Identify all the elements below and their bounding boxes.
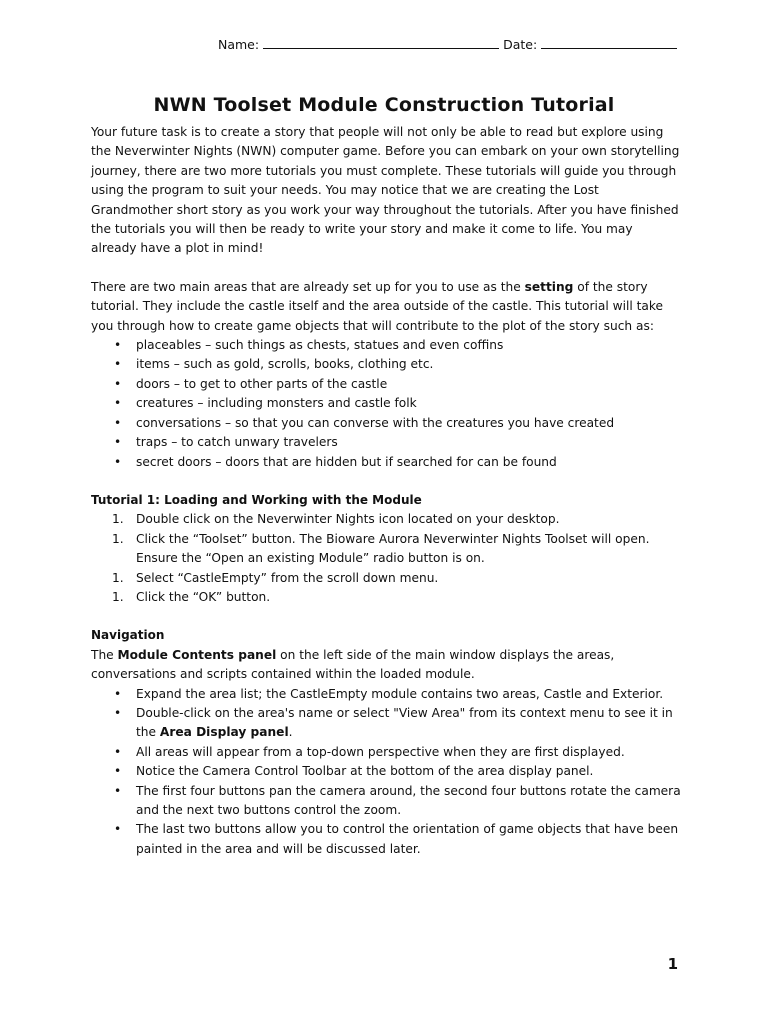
list-item: • Expand the area list; the CastleEmpty module contains two areas, Castle and Exterior. (114, 686, 664, 701)
document-body (91, 123, 681, 859)
navigation-intro: The Module Contents panel on the left side of the main window displays the areas, conversations and scripts contained within the loaded module. (91, 647, 615, 682)
step-item: 1. Click the “Toolset” button. The Bioware Aurora Neverwinter Nights Toolset will open. Ensure the “Open an existing Module” radio button is on. (112, 531, 650, 566)
list-item: • All areas will appear from a top-down perspective when they are first displayed. (114, 744, 625, 759)
list-item: • placeables – such things as chests, statues and even coffins (114, 338, 504, 353)
date-blank (541, 36, 677, 49)
list-item: • conversations – so that you can converse with the creatures you have created (114, 415, 615, 430)
module-contents-panel-term: Module Contents panel (117, 647, 277, 662)
tutorial1-heading: Tutorial 1: Loading and Working with the Module (91, 492, 422, 507)
setting-paragraph (91, 278, 681, 336)
setting-bold-word: setting (524, 279, 574, 294)
list-item: • Notice the Camera Control Toolbar at the bottom of the area display panel. (114, 764, 594, 779)
game-objects-list (91, 336, 681, 472)
name-blank (263, 36, 499, 49)
list-item: • creatures – including monsters and castle folk (114, 396, 417, 411)
name-label: Name: (218, 37, 260, 52)
list-item: • Double-click on the area's name or select "View Area" from its context menu to see it in the Area Display panel. (114, 705, 673, 740)
list-item: • The first four buttons pan the camera around, the second four buttons rotate the camera and the next two buttons control the zoom. (114, 783, 681, 817)
area-display-panel-term: Area Display panel (159, 725, 289, 740)
document-title: NWN Toolset Module Construction Tutorial (153, 94, 615, 116)
tutorial1-steps (91, 510, 681, 607)
step-item: 1. Double click on the Neverwinter Nights icon located on your desktop. (112, 512, 560, 527)
navigation-list (91, 685, 681, 860)
list-item: • traps – to catch unwary travelers (114, 435, 338, 450)
date-label: Date: (503, 37, 538, 52)
list-item: • doors – to get to other parts of the castle (114, 376, 388, 391)
intro-paragraph: Your future task is to create a story that people will not only be able to read but explore using the Neverwinter Nights (NWN) computer game. Before you can embark on your own storytelling journey, there are two more tutorials you must complete. These tutorials will guide you through using the program to suit your needs. You may notice that we are creating the Lost Grandmother short story as you work your way throughout the tutorials. After you have finished the tutorials you will then be ready to write your story and make it come to life. You may already have a plot in mind! (91, 125, 680, 256)
header-line (218, 36, 690, 52)
step-item: 1. Select “CastleEmpty” from the scroll down menu. (112, 570, 439, 585)
setting-text-after: of the story tutorial. They include the castle itself and the area outside of the castle. This tutorial will take you through how to create game objects that will contribute to the plot of the story such as: (91, 279, 663, 333)
list-item: • secret doors – doors that are hidden but if searched for can be found (114, 454, 557, 469)
navigation-heading: Navigation (91, 628, 165, 643)
list-item: • items – such as gold, scrolls, books, clothing etc. (114, 357, 434, 372)
step-item: 1. Click the “OK” button. (112, 589, 271, 604)
page-number: 1 (667, 955, 678, 973)
setting-text-before: There are two main areas that are already set up for you to use as the (91, 279, 525, 294)
list-item: • The last two buttons allow you to control the orientation of game objects that have been painted in the area and will be discussed later. (114, 822, 679, 856)
